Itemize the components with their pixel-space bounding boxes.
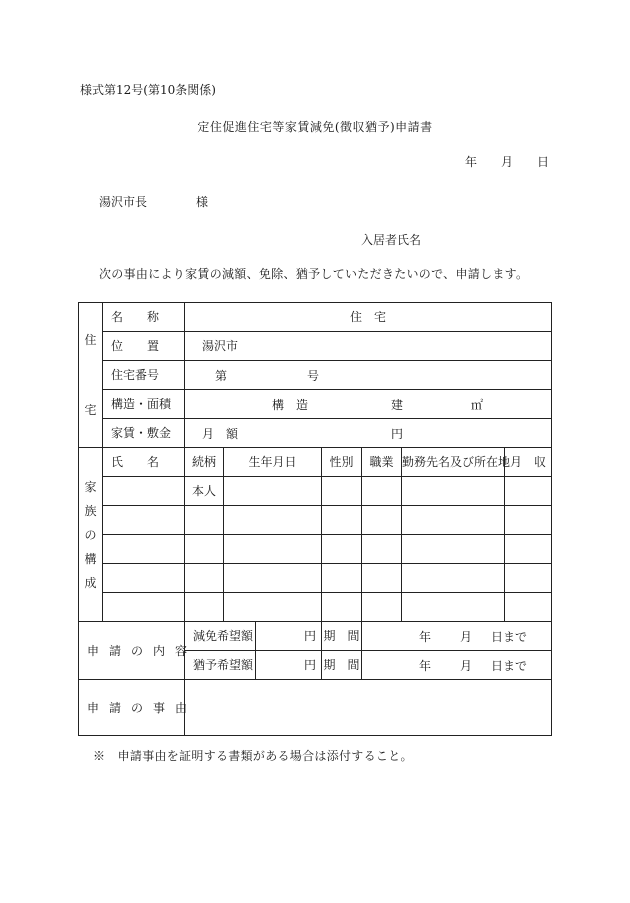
area-unit: ㎡ xyxy=(471,398,484,412)
reduction-period-field[interactable]: 年 月 日まで xyxy=(362,622,552,651)
request-reason-label: 申請の事由 xyxy=(79,680,185,736)
location-value[interactable]: 湯沢市 xyxy=(185,332,552,361)
location-label: 位 置 xyxy=(103,332,185,361)
family-row xyxy=(79,535,552,564)
deferral-period-field[interactable]: 年 月 日まで xyxy=(362,651,552,680)
structure-area-label: 構造・面積 xyxy=(103,390,185,419)
deferral-period-label: 期 間 xyxy=(322,651,362,680)
deferral-amount-field[interactable]: 円 xyxy=(256,651,322,680)
family-row xyxy=(79,506,552,535)
date-year: 年 xyxy=(465,155,478,169)
date-month: 月 xyxy=(501,155,514,169)
application-form-table xyxy=(78,302,552,736)
intro-text: 次の事由により家賃の減額、免除、猶予していただきたいので、申請します。 xyxy=(99,267,529,281)
housing-number-label: 住宅番号 xyxy=(103,361,185,390)
form-number: 様式第12号(第10条関係) xyxy=(80,83,216,97)
reduction-amount-label: 減免希望額 xyxy=(185,622,256,651)
reduction-period-label: 期 間 xyxy=(322,622,362,651)
name-label: 名 称 xyxy=(103,303,185,332)
family-header-occupation: 職業 xyxy=(362,448,402,477)
family-header-income: 月 収 xyxy=(505,448,552,477)
family-row xyxy=(79,477,552,506)
structure-area-field[interactable]: 構 造 建 ㎡ xyxy=(185,390,552,419)
housing-name-value[interactable]: 住 宅 xyxy=(185,303,552,332)
housing-section-label: 住 宅 xyxy=(79,303,103,448)
family-header-birthdate: 生年月日 xyxy=(224,448,322,477)
housing-number-field[interactable]: 第 号 xyxy=(185,361,552,390)
reduction-amount-field[interactable]: 円 xyxy=(256,622,322,651)
family-row xyxy=(79,564,552,593)
family-header-name: 氏 名 xyxy=(103,448,185,477)
request-reason-field[interactable] xyxy=(185,680,552,736)
request-content-label: 申請の内容 xyxy=(79,622,185,680)
date-day: 日 xyxy=(537,155,550,169)
relation-self: 本人 xyxy=(185,477,224,506)
family-header-relation: 続柄 xyxy=(185,448,224,477)
family-header-workplace: 勤務先名及び所在地 xyxy=(402,448,505,477)
addressee-honorific: 様 xyxy=(196,195,209,209)
family-row xyxy=(79,593,552,622)
family-header-sex: 性別 xyxy=(322,448,362,477)
addressee-name: 湯沢市長 xyxy=(99,195,148,209)
rent-deposit-field[interactable]: 月 額 円 xyxy=(185,419,552,448)
document-title: 定住促進住宅等家賃減免(徴収猶予)申請書 xyxy=(197,120,433,134)
applicant-name-label: 入居者氏名 xyxy=(361,233,422,247)
rent-deposit-label: 家賃・敷金 xyxy=(103,419,185,448)
footnote: ※ 申請事由を証明する書類がある場合は添付すること。 xyxy=(93,749,413,763)
family-section-label: 家 族 の 構 成 xyxy=(79,448,103,622)
deferral-amount-label: 猶予希望額 xyxy=(185,651,256,680)
